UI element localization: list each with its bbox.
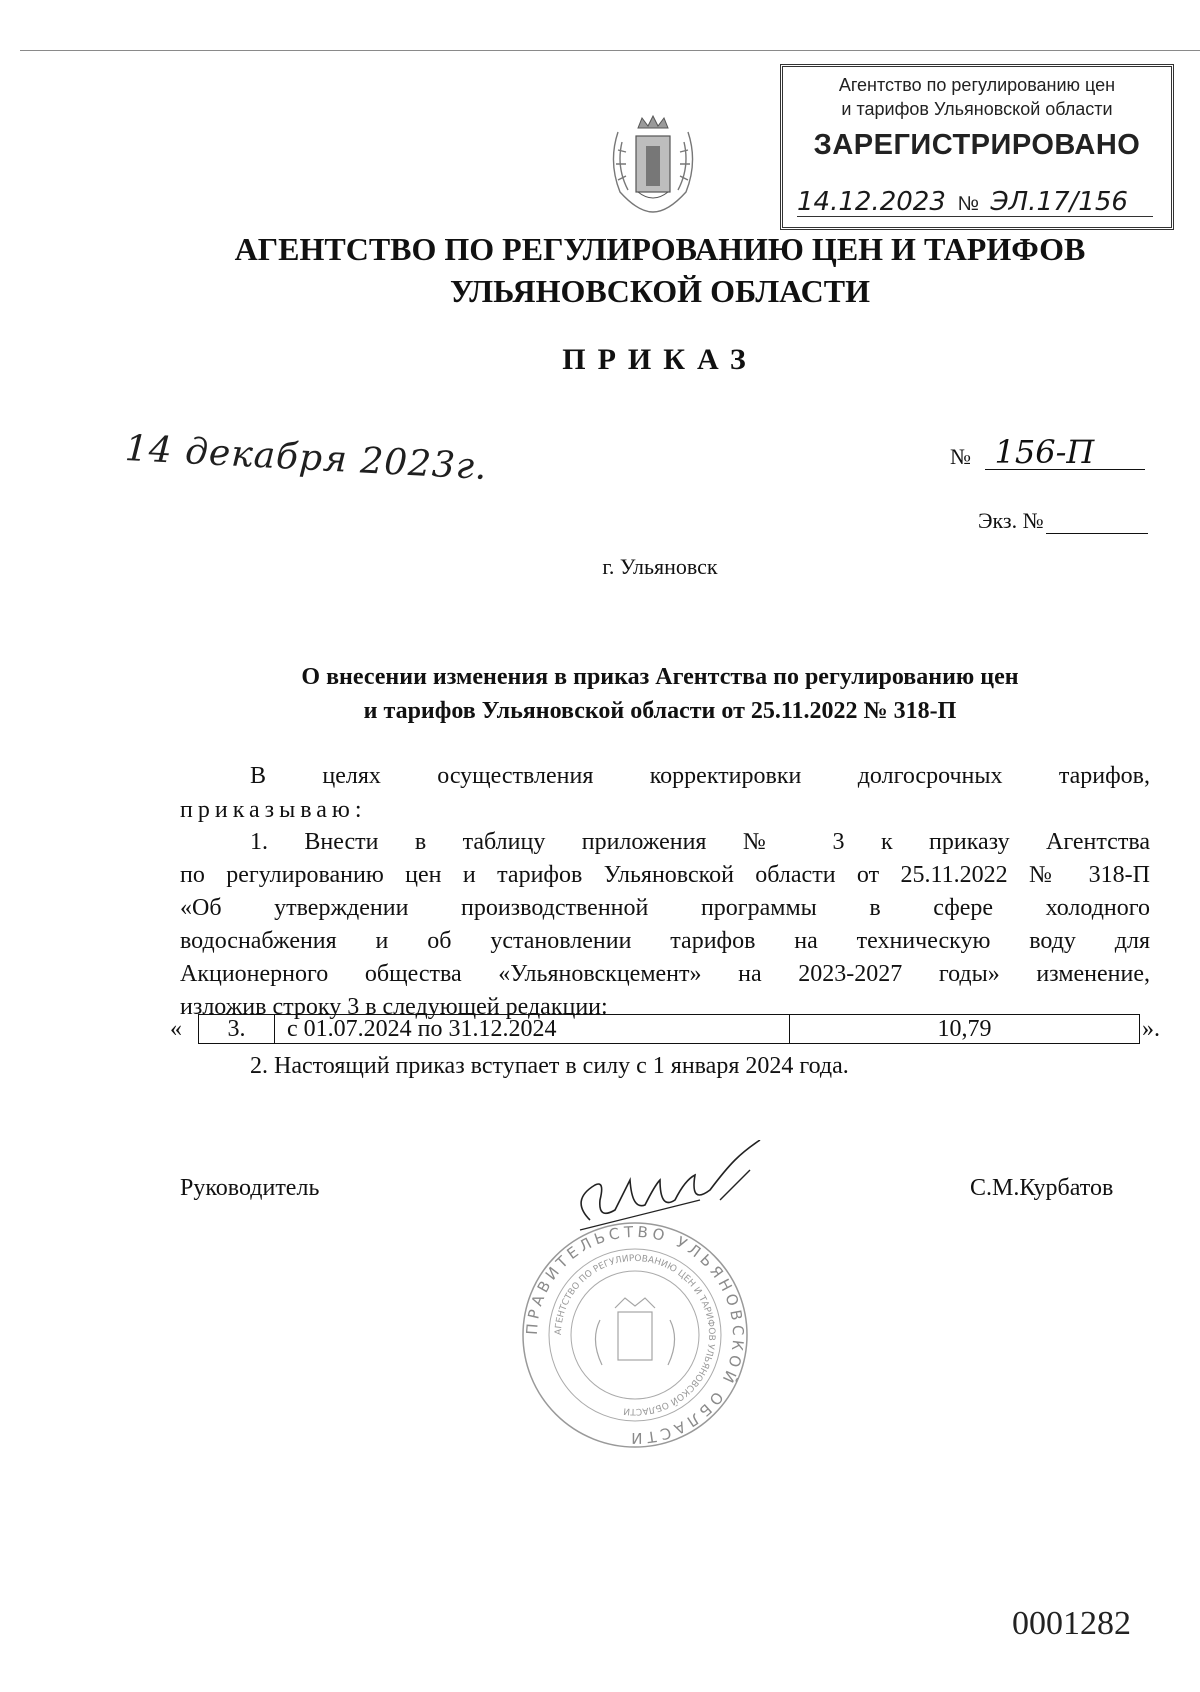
period-cell: с 01.07.2024 по 31.12.2024 — [275, 1015, 790, 1043]
intro-line2: приказываю: — [180, 797, 367, 823]
stamp-registration-line — [797, 187, 1153, 217]
official-seal — [520, 1220, 750, 1450]
intro-line1: В целях осуществления корректировки долгосрочных тарифов, — [250, 763, 1150, 789]
order-date: 14 декабря 2023г. — [123, 428, 489, 488]
document-serial-number: 0001282 — [1012, 1605, 1131, 1642]
subject-line1: О внесении изменения в приказ Агентства по регулированию цен — [301, 664, 1019, 690]
tariff-table-row — [170, 1014, 1170, 1046]
close-quote: ». — [1142, 1016, 1160, 1042]
tariff-value-cell: 10,79 — [937, 1016, 992, 1042]
item-1-line: 1. Внести в таблицу приложения № 3 к приказу Агентства — [250, 829, 1150, 855]
subject-line2: и тарифов Ульяновской области от 25.11.2022 № 318-П — [363, 698, 957, 724]
item-2: 2. Настоящий приказ вступает в силу с 1 января 2024 года. — [250, 1053, 849, 1079]
seal-outer-text: ПРАВИТЕЛЬСТВО УЛЬЯНОВСКОЙ ОБЛАСТИ — [522, 1222, 748, 1448]
order-number — [950, 433, 1145, 471]
svg-text:АГЕНТСТВО ПО РЕГУЛИРОВАНИЮ ЦЕН — [554, 1254, 716, 1416]
order-number-sign: № — [950, 444, 971, 469]
open-quote: « — [170, 1016, 182, 1042]
stamp-org-line1: Агентство по регулированию цен — [838, 75, 1116, 95]
order-number-value: 156-П — [994, 433, 1095, 471]
stamp-status: ЗАРЕГИСТРИРОВАНО — [813, 129, 1141, 161]
top-rule — [20, 50, 1200, 51]
signer-title: Руководитель — [180, 1175, 320, 1201]
stamp-number: ЭЛ.17/156 — [990, 187, 1128, 217]
agency-title-line1: АГЕНТСТВО ПО РЕГУЛИРОВАНИЮ ЦЕН И ТАРИФОВ — [234, 231, 1086, 267]
copy-number — [978, 508, 1148, 534]
signer-name: С.М.Курбатов — [970, 1175, 1114, 1201]
registration-stamp — [780, 64, 1174, 230]
item-1-line: изложив строку 3 в следующей редакции: — [180, 994, 608, 1020]
row-number-cell: 3. — [199, 1015, 275, 1043]
item-1-line: Акционерного общества «Ульяновскцемент» на 2023-2027 годы» изменение, — [180, 961, 1150, 987]
seal-inner-text: АГЕНТСТВО ПО РЕГУЛИРОВАНИЮ ЦЕН И ТАРИФОВ УЛЬЯНОВСКОЙ ОБЛАСТИ — [553, 1253, 717, 1417]
item-1-line: водоснабжения и об установлении тарифов на техническую воду для — [180, 928, 1150, 954]
stamp-date: 14.12.2023 — [797, 187, 946, 217]
document-type: ПРИКАЗ — [562, 343, 758, 376]
city: г. Ульяновск — [602, 554, 718, 579]
tariff-table — [198, 1014, 1140, 1044]
stamp-number-sign: № — [957, 193, 979, 215]
item-1-line: «Об утверждении производственной программы в сфере холодного — [180, 895, 1150, 921]
stamp-org-line2: и тарифов Ульяновской области — [841, 99, 1113, 119]
copy-number-label: Экз. № — [978, 508, 1044, 533]
agency-title — [0, 228, 1200, 312]
coat-of-arms-icon — [608, 112, 698, 214]
agency-title-line2: УЛЬЯНОВСКОЙ ОБЛАСТИ — [449, 273, 871, 309]
item-1-line: по регулированию цен и тарифов Ульяновской области от 25.11.2022 № 318-П — [180, 862, 1150, 888]
order-subject — [0, 660, 1200, 728]
item-1 — [180, 826, 1150, 1024]
